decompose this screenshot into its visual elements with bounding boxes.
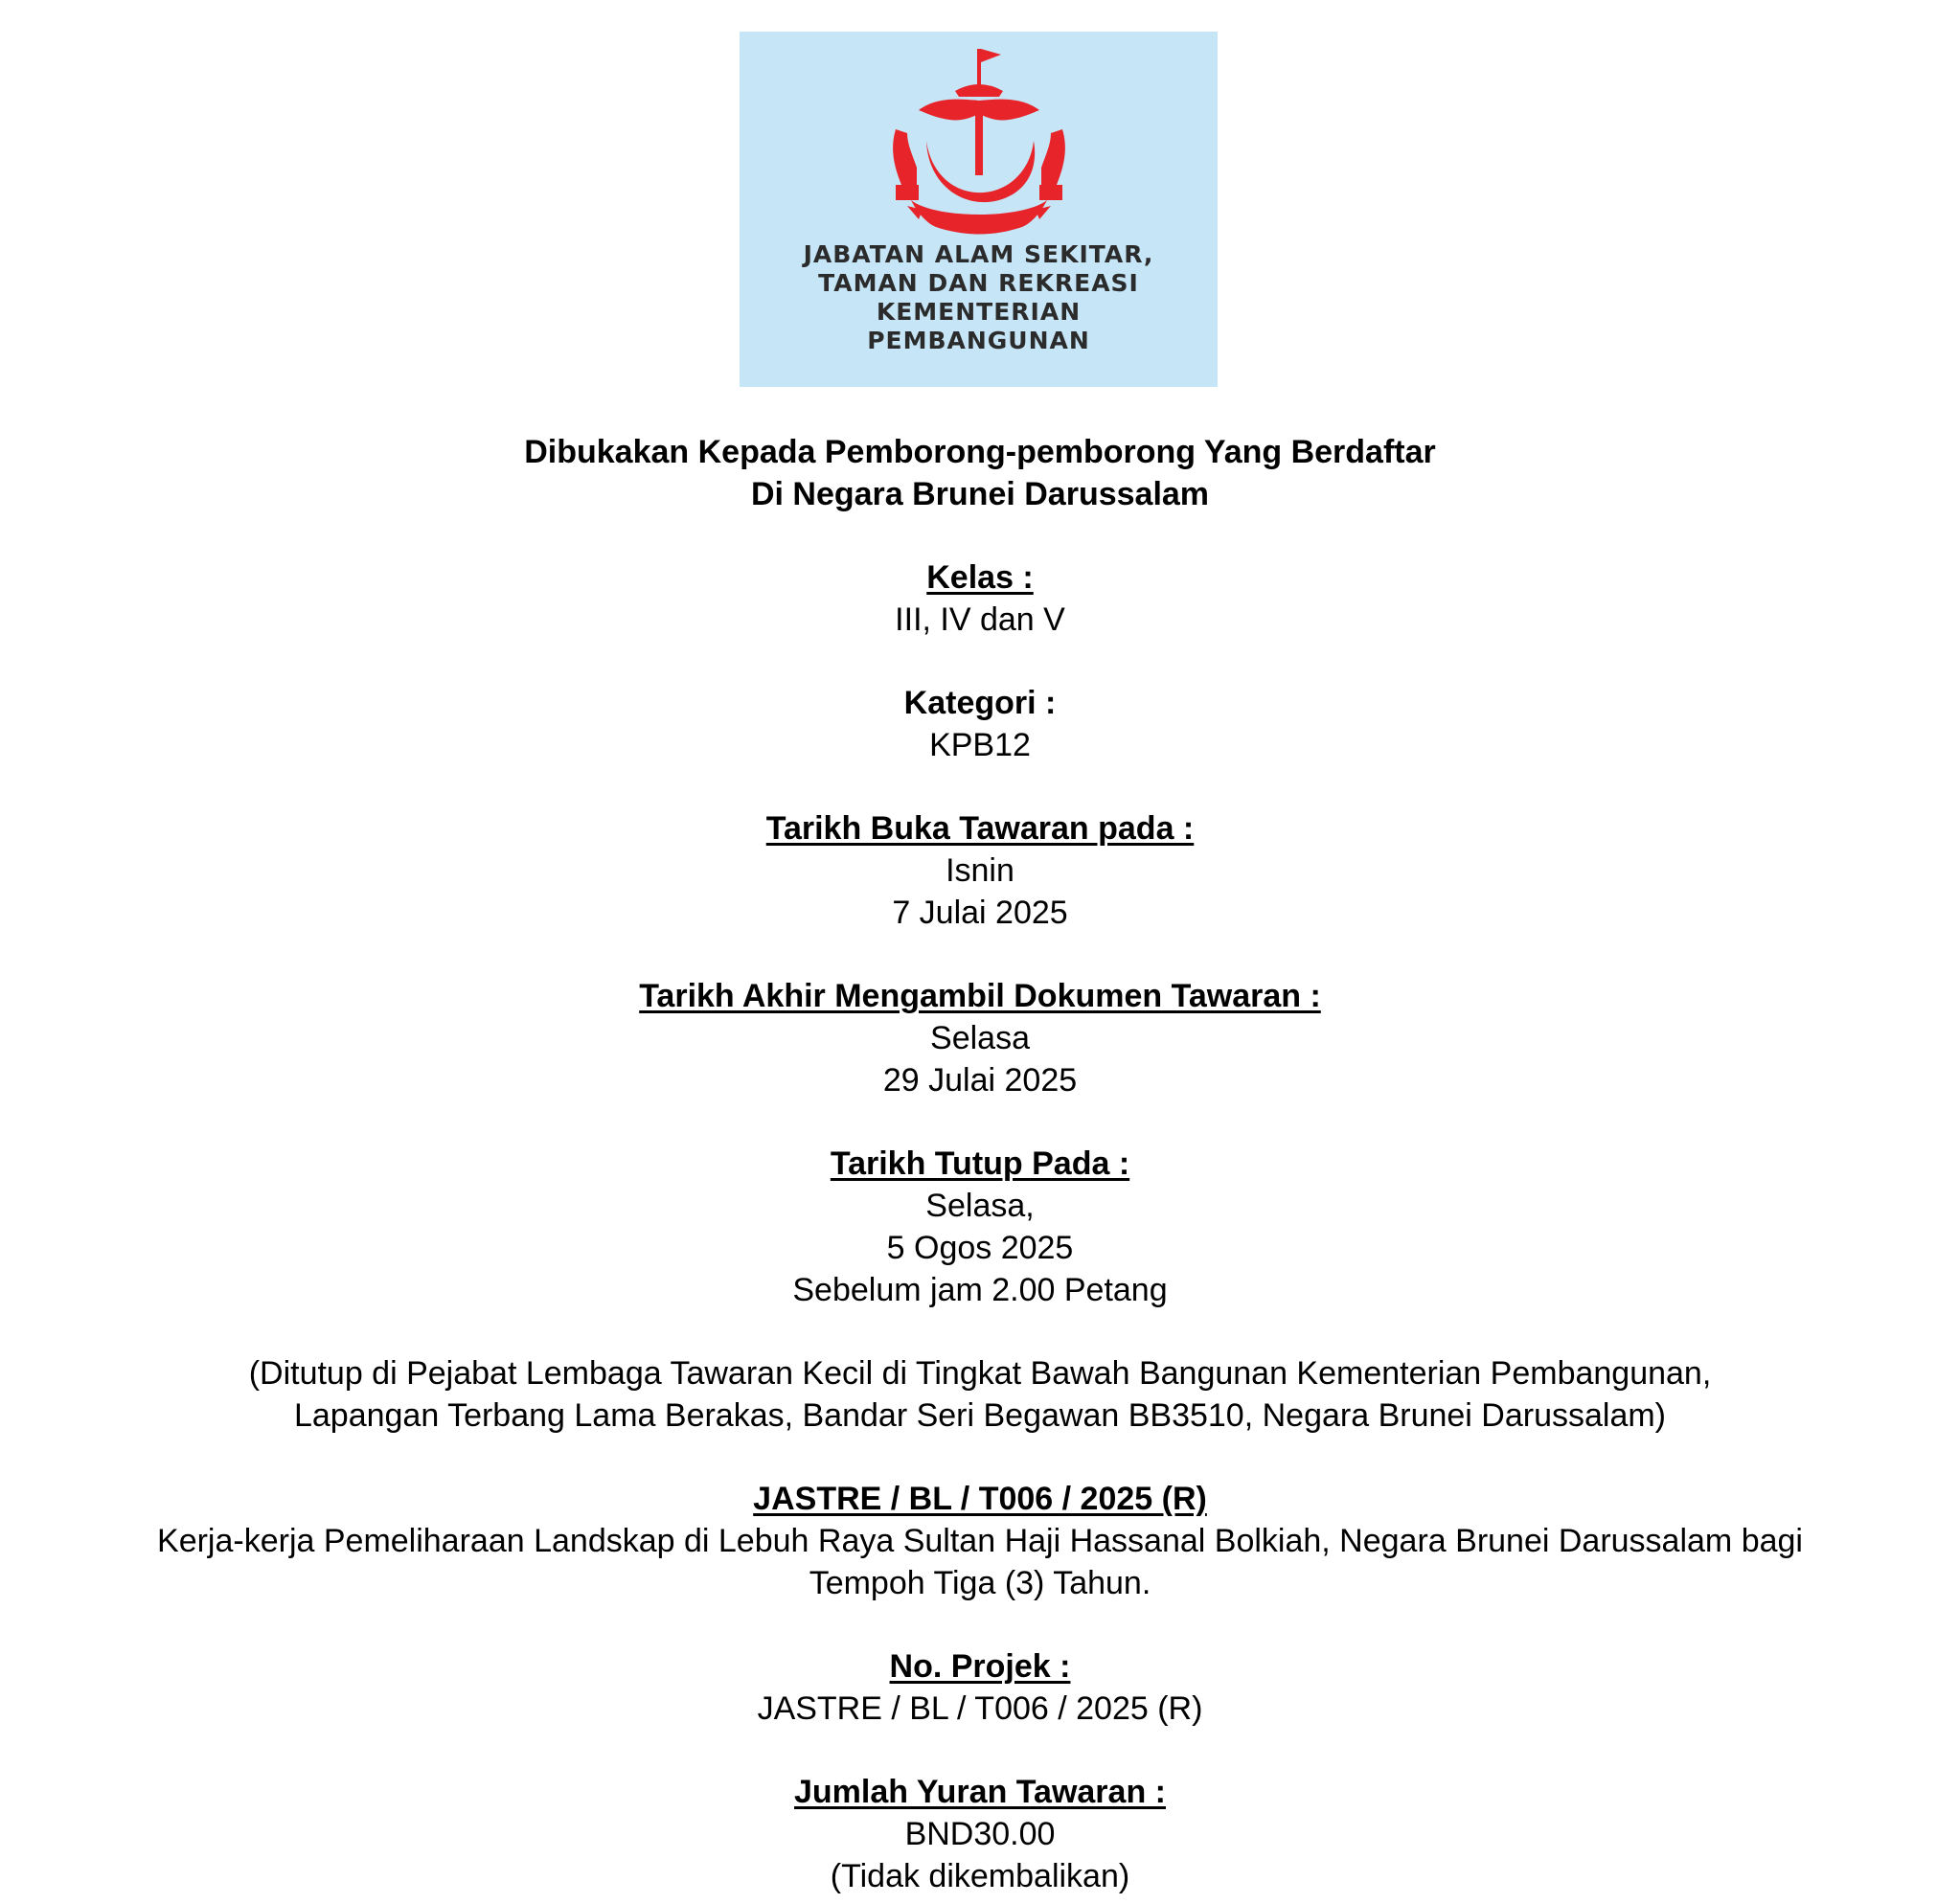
logo-text-line: JABATAN ALAM SEKITAR, xyxy=(803,240,1154,268)
tender-code: JASTRE / BL / T006 / 2025 (R) xyxy=(753,1481,1207,1517)
intro-line-1: Dibukakan Kepada Pemborong-pemborong Yang Berdaftar xyxy=(524,434,1436,470)
tarikh-akhir-date: 29 Julai 2025 xyxy=(882,1062,1078,1099)
tender-description-line-2: Tempoh Tiga (3) Tahun. xyxy=(809,1565,1151,1601)
no-projek-value: JASTRE / BL / T006 / 2025 (R) xyxy=(757,1690,1203,1727)
yuran-label: Jumlah Yuran Tawaran : xyxy=(794,1774,1166,1810)
tarikh-buka-date: 7 Julai 2025 xyxy=(892,895,1068,931)
kategori-label: Kategori : xyxy=(903,685,1057,721)
tender-description-line-1: Kerja-kerja Pemeliharaan Landskap di Lebuh Raya Sultan Haji Hassanal Bolkiah, Negara Brunei Darussalam bagi xyxy=(157,1523,1803,1559)
tarikh-buka-day: Isnin xyxy=(946,852,1014,889)
no-projek-label: No. Projek : xyxy=(889,1648,1071,1685)
yuran-value: BND30.00 xyxy=(904,1816,1056,1852)
department-name xyxy=(740,240,1218,355)
tarikh-buka-label: Tarikh Buka Tawaran pada : xyxy=(765,810,1195,847)
tarikh-akhir-day: Selasa xyxy=(930,1020,1030,1056)
tarikh-tutup-date: 5 Ogos 2025 xyxy=(886,1230,1074,1266)
location-note-line-1: (Ditutup di Pejabat Lembaga Tawaran Kecil di Tingkat Bawah Bangunan Kementerian Pembangunan, xyxy=(248,1355,1712,1392)
tarikh-tutup-label: Tarikh Tutup Pada : xyxy=(830,1145,1130,1182)
logo-text-line: PEMBANGUNAN xyxy=(867,327,1090,354)
location-note-line-2: Lapangan Terbang Lama Berakas, Bandar Seri Begawan BB3510, Negara Brunei Darussalam) xyxy=(293,1397,1667,1434)
tarikh-tutup-time: Sebelum jam 2.00 Petang xyxy=(792,1272,1168,1308)
tarikh-akhir-label: Tarikh Akhir Mengambil Dokumen Tawaran : xyxy=(639,978,1321,1014)
kelas-value: III, IV dan V xyxy=(895,601,1065,638)
intro-line-2: Di Negara Brunei Darussalam xyxy=(750,476,1210,512)
logo-text-line: TAMAN DAN REKREASI xyxy=(818,269,1139,297)
yuran-note: (Tidak dikembalikan) xyxy=(830,1858,1130,1894)
logo-text-line: KEMENTERIAN xyxy=(876,298,1082,326)
kelas-label: Kelas : xyxy=(926,559,1034,596)
brunei-national-crest-icon xyxy=(869,41,1089,252)
tarikh-tutup-day: Selasa, xyxy=(925,1188,1035,1224)
department-logo xyxy=(740,32,1218,387)
kategori-value: KPB12 xyxy=(929,727,1031,763)
